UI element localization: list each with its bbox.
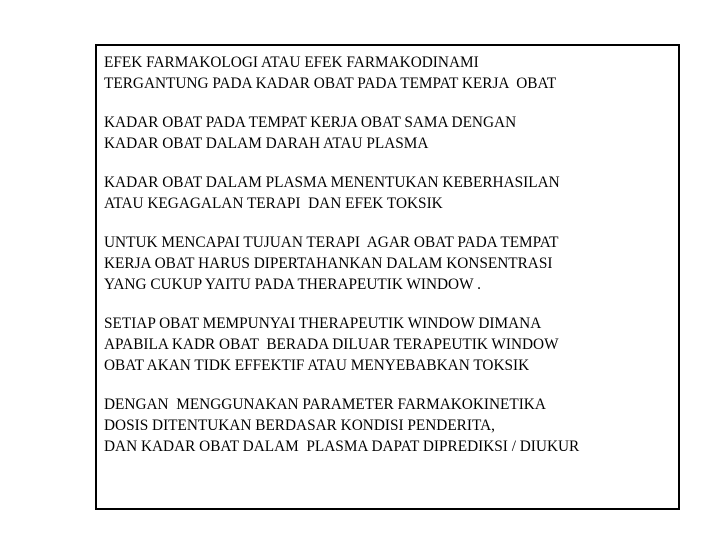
paragraph-line: SETIAP OBAT MEMPUNYAI THERAPEUTIK WINDOW DIMANA bbox=[104, 315, 542, 332]
paragraph-therapeutic-window-goal bbox=[104, 232, 672, 295]
paragraph-line: OBAT AKAN TIDK EFFEKTIF ATAU MENYEBABKAN TOKSIK bbox=[104, 357, 530, 374]
paragraph-line: KADAR OBAT DALAM DARAH ATAU PLASMA bbox=[104, 135, 429, 152]
text-box bbox=[95, 44, 680, 510]
paragraph-line: DENGAN MENGGUNAKAN PARAMETER FARMAKOKINETIKA bbox=[104, 396, 546, 413]
paragraph-line: KADAR OBAT DALAM PLASMA MENENTUKAN KEBERHASILAN bbox=[104, 174, 560, 191]
paragraph-line: ATAU KEGAGALAN TERAPI DAN EFEK TOKSIK bbox=[104, 195, 443, 212]
paragraph-line: KERJA OBAT HARUS DIPERTAHANKAN DALAM KONSENTRASI bbox=[104, 255, 553, 272]
paragraph-line: EFEK FARMAKOLOGI ATAU EFEK FARMAKODINAMI bbox=[104, 54, 479, 71]
paragraph-line: APABILA KADR OBAT BERADA DILUAR TERAPEUTIK WINDOW bbox=[104, 336, 559, 353]
paragraph-line: UNTUK MENCAPAI TUJUAN TERAPI AGAR OBAT PADA TEMPAT bbox=[104, 234, 559, 251]
paragraph-line: DAN KADAR OBAT DALAM PLASMA DAPAT DIPREDIKSI / DIUKUR bbox=[104, 438, 580, 455]
paragraph-therapeutic-window-risk bbox=[104, 313, 672, 376]
paragraph-line: KADAR OBAT PADA TEMPAT KERJA OBAT SAMA DENGAN bbox=[104, 114, 517, 131]
paragraph-line: TERGANTUNG PADA KADAR OBAT PADA TEMPAT KERJA OBAT bbox=[104, 75, 557, 92]
paragraph-pharmacology-effect bbox=[104, 52, 672, 94]
paragraph-line: YANG CUKUP YAITU PADA THERAPEUTIK WINDOW . bbox=[104, 276, 481, 293]
paragraph-pharmacokinetic-dosing bbox=[104, 394, 672, 457]
paragraph-therapy-outcome bbox=[104, 172, 672, 214]
paragraph-line: DOSIS DITENTUKAN BERDASAR KONDISI PENDERITA, bbox=[104, 417, 495, 434]
paragraph-drug-level-equals-plasma bbox=[104, 112, 672, 154]
